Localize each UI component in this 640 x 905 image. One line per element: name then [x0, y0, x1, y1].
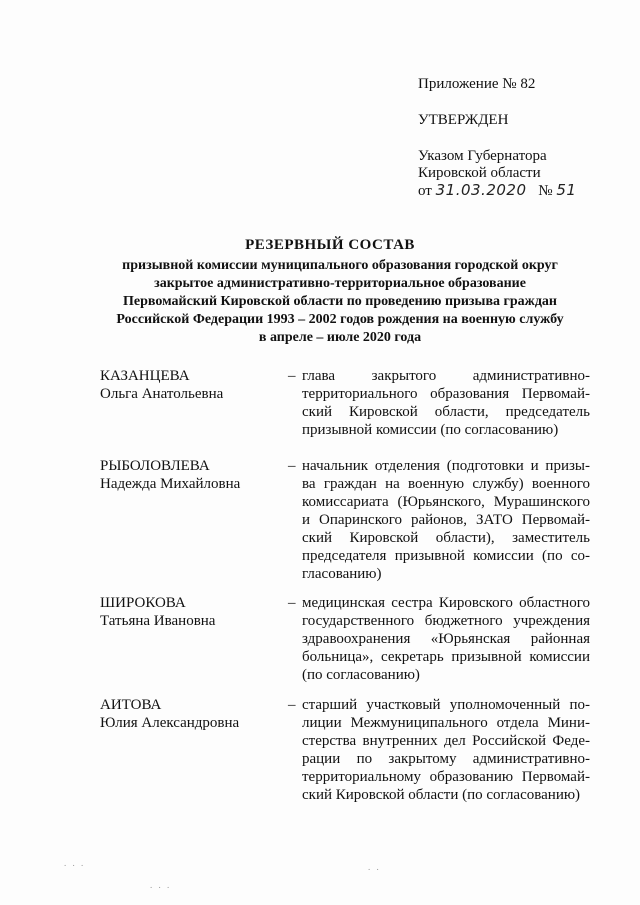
role-line: рации по закрытому административно-: [302, 751, 590, 767]
role-line: председателя призывной комиссии (по со-: [302, 548, 590, 564]
role-line: ва граждан на военную службу) военного: [302, 476, 590, 492]
handwritten-date: 31.03.2020: [435, 181, 527, 199]
role-line: гласованию): [302, 566, 382, 582]
role-line: стерства внутренних дел Российской Феде-: [302, 733, 590, 749]
member-surname: КАЗАНЦЕВА: [100, 368, 190, 384]
member-surname: АИТОВА: [100, 697, 162, 713]
subtitle-line: Первомайский Кировской области по проведению призыва граждан: [123, 294, 557, 309]
appendix-number: Приложение № 82: [418, 76, 536, 92]
subtitle-line: призывной комиссии муниципального образования городской округ: [122, 258, 558, 273]
member-role: [302, 594, 590, 684]
member-name: [100, 594, 288, 684]
member-name: [100, 696, 288, 804]
role-line: глава закрытого административно-: [302, 368, 590, 384]
role-line: призывной комиссии (по согласованию): [302, 422, 559, 438]
member-surname: ШИРОКОВА: [100, 595, 186, 611]
date-prefix: от: [418, 183, 432, 199]
role-line: и Опаринского районов, ЗАТО Первомай-: [302, 512, 590, 528]
dash-separator: –: [288, 458, 296, 474]
role-line: территориального образования Первомай-: [302, 386, 590, 402]
role-line: (по согласованию): [302, 667, 420, 683]
member-role: [302, 457, 590, 583]
document-subtitle: [80, 257, 600, 347]
handwritten-number: 51: [556, 181, 577, 199]
role-line: комиссариата (Юрьянского, Мурашинского: [302, 494, 590, 510]
member-entry: [100, 696, 590, 804]
member-name: [100, 367, 288, 439]
role-line: старший участковый уполномоченный по-: [302, 697, 590, 713]
subtitle-line: Российской Федерации 1993 – 2002 годов рождения на военную службу: [116, 312, 564, 327]
member-given-names: Юлия Александровна: [100, 715, 240, 731]
member-given-names: Надежда Михайловна: [100, 476, 241, 492]
role-line: лиции Межмуниципального отдела Мини-: [302, 715, 590, 731]
decree-date-number: [418, 182, 618, 200]
scan-artifact: . . .: [150, 880, 172, 890]
scan-artifact: . .: [368, 862, 381, 872]
member-entry: [100, 457, 590, 583]
scan-artifact: . . .: [64, 858, 86, 868]
subtitle-line: закрытое административно-территориальное образование: [154, 276, 526, 291]
member-role: [302, 696, 590, 804]
member-given-names: Татьяна Ивановна: [100, 613, 216, 629]
dash-separator: –: [288, 697, 296, 713]
role-line: ский Кировской области (по согласованию): [302, 787, 581, 803]
dash-separator: –: [288, 368, 296, 384]
dash-separator: –: [288, 595, 296, 611]
number-prefix: №: [538, 183, 553, 199]
member-role: [302, 367, 590, 439]
approved-label: УТВЕРЖДЕН: [418, 112, 509, 128]
member-surname: РЫБОЛОВЛЕВА: [100, 458, 210, 474]
role-line: ский Кировской области, председатель: [302, 404, 590, 420]
role-line: государственного бюджетного учреждения: [302, 613, 590, 629]
role-line: здравоохранения «Юрьянская районная: [302, 631, 590, 647]
subtitle-line: в апреле – июле 2020 года: [258, 330, 422, 345]
member-entry: [100, 367, 590, 439]
decree-line-2: Кировской области: [418, 165, 541, 181]
role-line: ский Кировской области), заместитель: [302, 530, 590, 546]
document-title: РЕЗЕРВНЫЙ СОСТАВ: [245, 237, 415, 253]
role-line: больница», секретарь призывной комиссии: [302, 649, 590, 665]
member-given-names: Ольга Анатольевна: [100, 386, 224, 402]
role-line: территориальному образованию Первомай-: [302, 769, 590, 785]
approval-block: [418, 76, 618, 200]
decree-line-1: Указом Губернатора: [418, 148, 547, 164]
role-line: начальник отделения (подготовки и призы-: [302, 458, 590, 474]
member-name: [100, 457, 288, 583]
role-line: медицинская сестра Кировского областного: [302, 595, 590, 611]
member-entry: [100, 594, 590, 684]
